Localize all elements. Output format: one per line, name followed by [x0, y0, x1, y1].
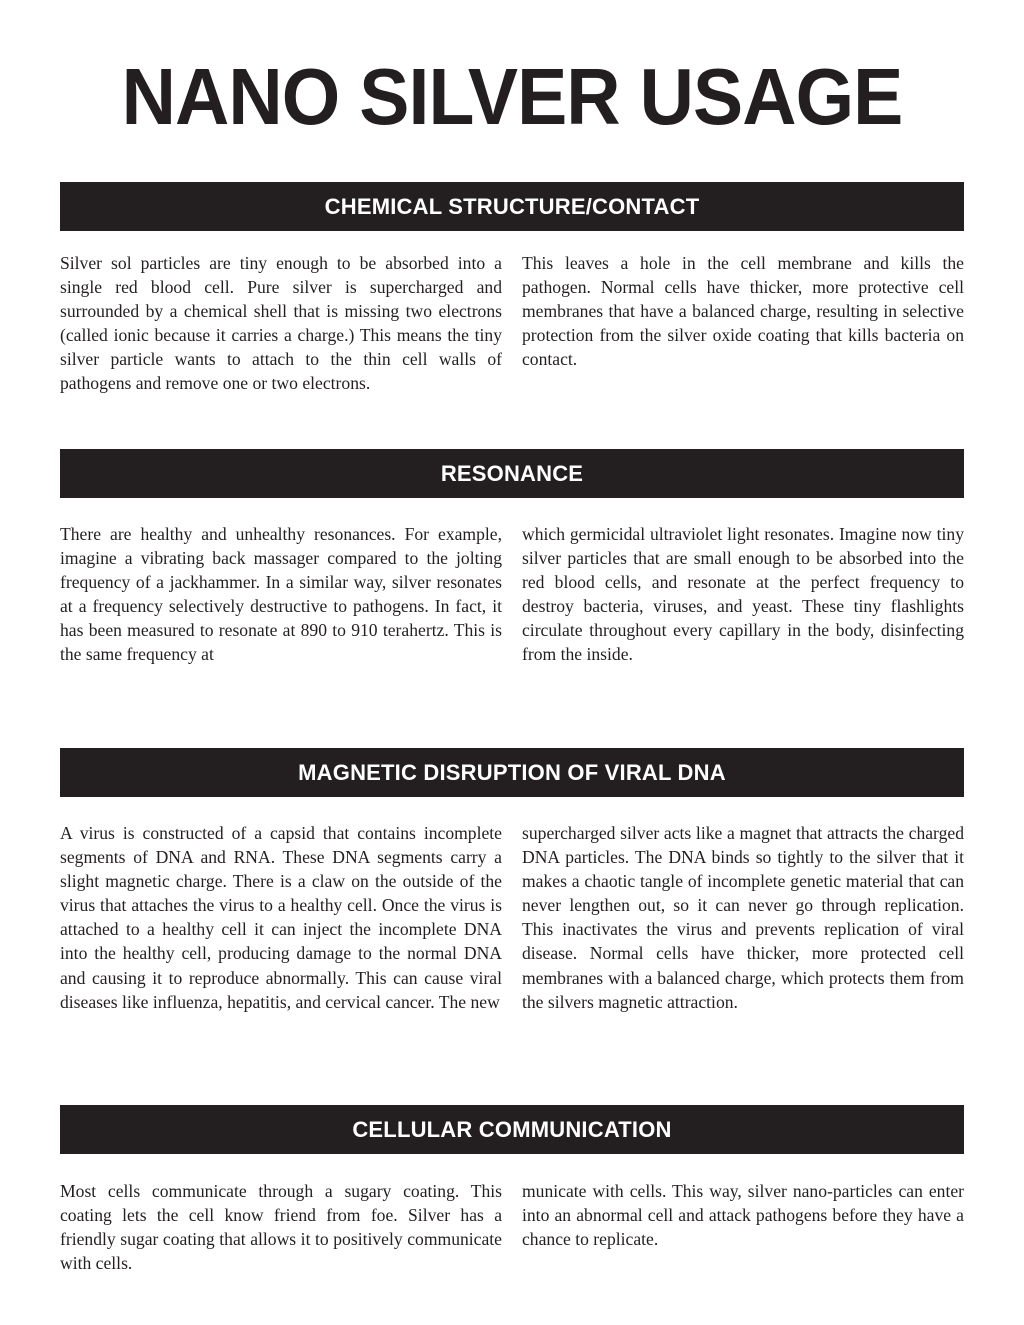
page-title: NANO SILVER USAGE: [121, 52, 903, 141]
section-heading-magnetic-disruption: MAGNETIC DISRUPTION OF VIRAL DNA: [60, 748, 964, 797]
section-heading-resonance: RESONANCE: [60, 449, 964, 498]
section-heading-chemical-structure: CHEMICAL STRUCTURE/CONTACT: [60, 182, 964, 231]
section-text-right: supercharged silver acts like a magnet that attracts the charged DNA particles. The DNA binds so tightly to the silver that it makes a chaotic tangle of incomplete genetic material that can never lengthen out, so it can never go through replication. This inactivates the virus and prevents replication of viral disease. Normal cells have thicker, more protected cell membranes with a balanced charge, which protects them from the silvers magnetic attraction.: [522, 823, 964, 1012]
section-heading-cellular-communication: CELLULAR COMMUNICATION: [60, 1105, 964, 1154]
section-text-left: There are healthy and unhealthy resonances. For example, imagine a vibrating back massager compared to the jolting frequency of a jackhammer. In a similar way, silver resonates at a frequency selectively destructive to pathogens. In fact, it has been measured to resonate at 890 to 910 terahertz. This is the same frequency at: [60, 524, 502, 665]
section-text-right: which germicidal ultraviolet light resonates. Imagine now tiny silver particles that are small enough to be absorbed into the red blood cells, and resonate at the perfect frequency to destroy bacteria, viruses, and yeast. These tiny flashlights circulate throughout every capillary in the body, disinfecting from the inside.: [522, 524, 964, 665]
section-text-left: A virus is constructed of a capsid that contains incomplete segments of DNA and RNA. These DNA segments carry a slight magnetic charge. There is a claw on the outside of the virus that attaches the virus to a healthy cell. Once the virus is attached to a healthy cell it can inject the incomplete DNA into the healthy cell, producing damage to the normal DNA and causing it to reproduce abnormally. This can cause viral diseases like influenza, hepatitis, and cervical cancer. The new: [60, 823, 502, 1012]
section-text-left: Silver sol particles are tiny enough to be absorbed into a single red blood cell. Pure silver is supercharged and surrounded by a chemical shell that is missing two electrons (called ionic because it carries a charge.) This means the tiny silver particle wants to attach to the thin cell walls of pathogens and remove one or two electrons.: [60, 253, 502, 394]
section-text-right: municate with cells. This way, silver nano-particles can enter into an abnormal cell and attack pathogens before they have a chance to replicate.: [522, 1181, 964, 1250]
section-text-left: Most cells communicate through a sugary coating. This coating lets the cell know friend from foe. Silver has a friendly sugar coating that allows it to positively communicate with cells.: [60, 1181, 502, 1274]
section-text-right: This leaves a hole in the cell membrane and kills the pathogen. Normal cells have thicker, more protective cell membranes that have a balanced charge, resulting in selective protection from the silver oxide coating that kills bacteria on contact.: [522, 253, 964, 370]
